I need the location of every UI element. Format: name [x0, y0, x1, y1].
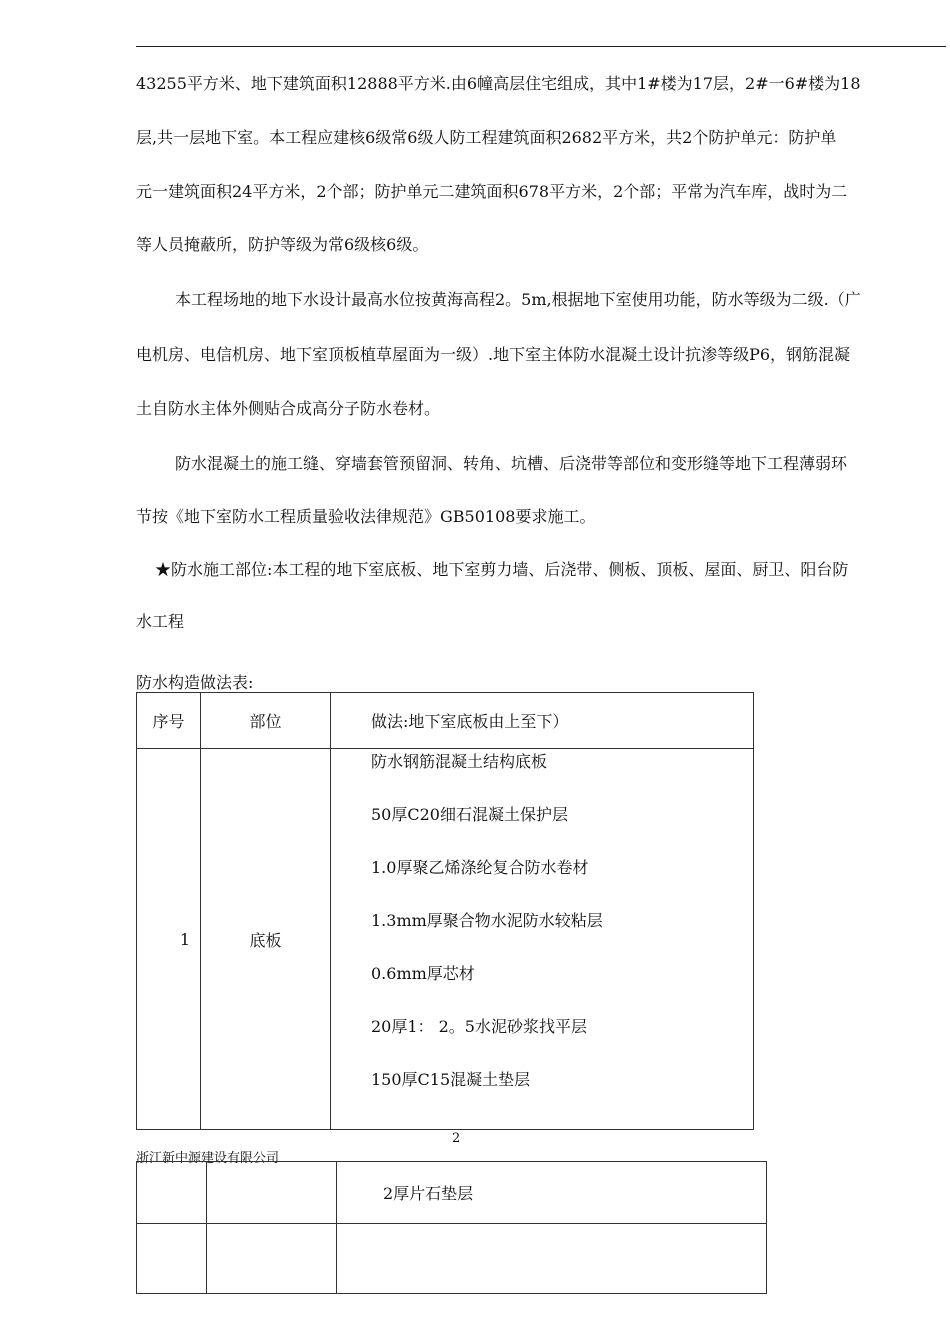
paragraph-2-line-2: 电机房、电信机房、地下室顶板植草屋面为一级）.地下室主体防水混凝土设计抗渗等级P6，钢筋混凝 — [136, 345, 851, 364]
method-item: 0.6mm厚芯材 — [371, 964, 475, 983]
table-row — [137, 749, 754, 1130]
row-methods — [331, 749, 754, 1130]
method-list — [371, 749, 753, 1120]
paragraph-4-line-1: ★防水施工部位:本工程的地下室底板、地下室剪力墙、后浇带、侧板、顶板、屋面、厨卫、阳台防 — [155, 560, 849, 579]
method-item: 1.0厚聚乙烯涤纶复合防水卷材 — [371, 858, 589, 877]
waterproofing-table — [136, 692, 754, 1130]
paragraph-1-line-4: 等人员掩蔽所，防护等级为常6级核6级。 — [136, 235, 429, 254]
row-method: 2厚片石垫层 — [337, 1162, 767, 1224]
footer-company: 浙江新中源建设有限公司 — [136, 1151, 280, 1166]
table-row — [137, 1224, 767, 1294]
paragraph-3-line-2: 节按《地下室防水工程质量验收法律规范》GB50108要求施工。 — [136, 507, 596, 526]
header-method: 做法:地下室底板由上至下） — [331, 693, 754, 749]
empty-cell — [207, 1162, 337, 1224]
table-row — [137, 1162, 767, 1224]
continuation-table — [136, 1161, 767, 1294]
row-part: 底板 — [201, 749, 331, 1130]
paragraph-1-line-2: 层,共一层地下室。本工程应建核6级常6级人防工程建筑面积2682平方米，共2个防护单元：防护单 — [136, 128, 837, 147]
header-no: 序号 — [137, 693, 201, 749]
method-item: 1.3mm厚聚合物水泥防水较粘层 — [371, 911, 603, 930]
paragraph-4-line-2: 水工程 — [136, 612, 185, 631]
paragraph-2-line-1: 本工程场地的地下水设计最高水位按黄海高程2。5m,根据地下室使用功能，防水等级为二级.（广 — [175, 290, 861, 309]
empty-cell — [137, 1162, 207, 1224]
paragraph-2-line-3: 土自防水主体外侧贴合成高分子防水卷材。 — [136, 399, 441, 418]
page-number: 2 — [452, 1131, 461, 1146]
method-item: 50厚C20细石混凝土保护层 — [371, 805, 568, 824]
paragraph-1-line-3: 元一建筑面积24平方米，2个部；防护单元二建筑面积678平方米，2个部；平常为汽车库，战时为二 — [136, 182, 848, 201]
table-header-row — [137, 693, 754, 749]
header-rule — [136, 46, 946, 47]
header-part: 部位 — [201, 693, 331, 749]
method-item: 防水钢筋混凝土结构底板 — [371, 752, 548, 771]
method-item: 150厚C15混凝土垫层 — [371, 1070, 531, 1089]
row-no: 1 — [137, 749, 201, 1130]
empty-cell — [337, 1224, 767, 1294]
empty-cell — [207, 1224, 337, 1294]
paragraph-3-line-1: 防水混凝土的施工缝、穿墙套管预留洞、转角、坑槽、后浇带等部位和变形缝等地下工程薄弱环 — [175, 454, 848, 473]
paragraph-1-line-1: 43255平方米、地下建筑面积12888平方米.由6幢高层住宅组成，其中1#楼为17层，2#一6#楼为18 — [136, 74, 861, 93]
method-item: 20厚1： 2。5水泥砂浆找平层 — [371, 1017, 587, 1036]
table-caption: 防水构造做法表: — [136, 673, 254, 692]
empty-cell — [137, 1224, 207, 1294]
